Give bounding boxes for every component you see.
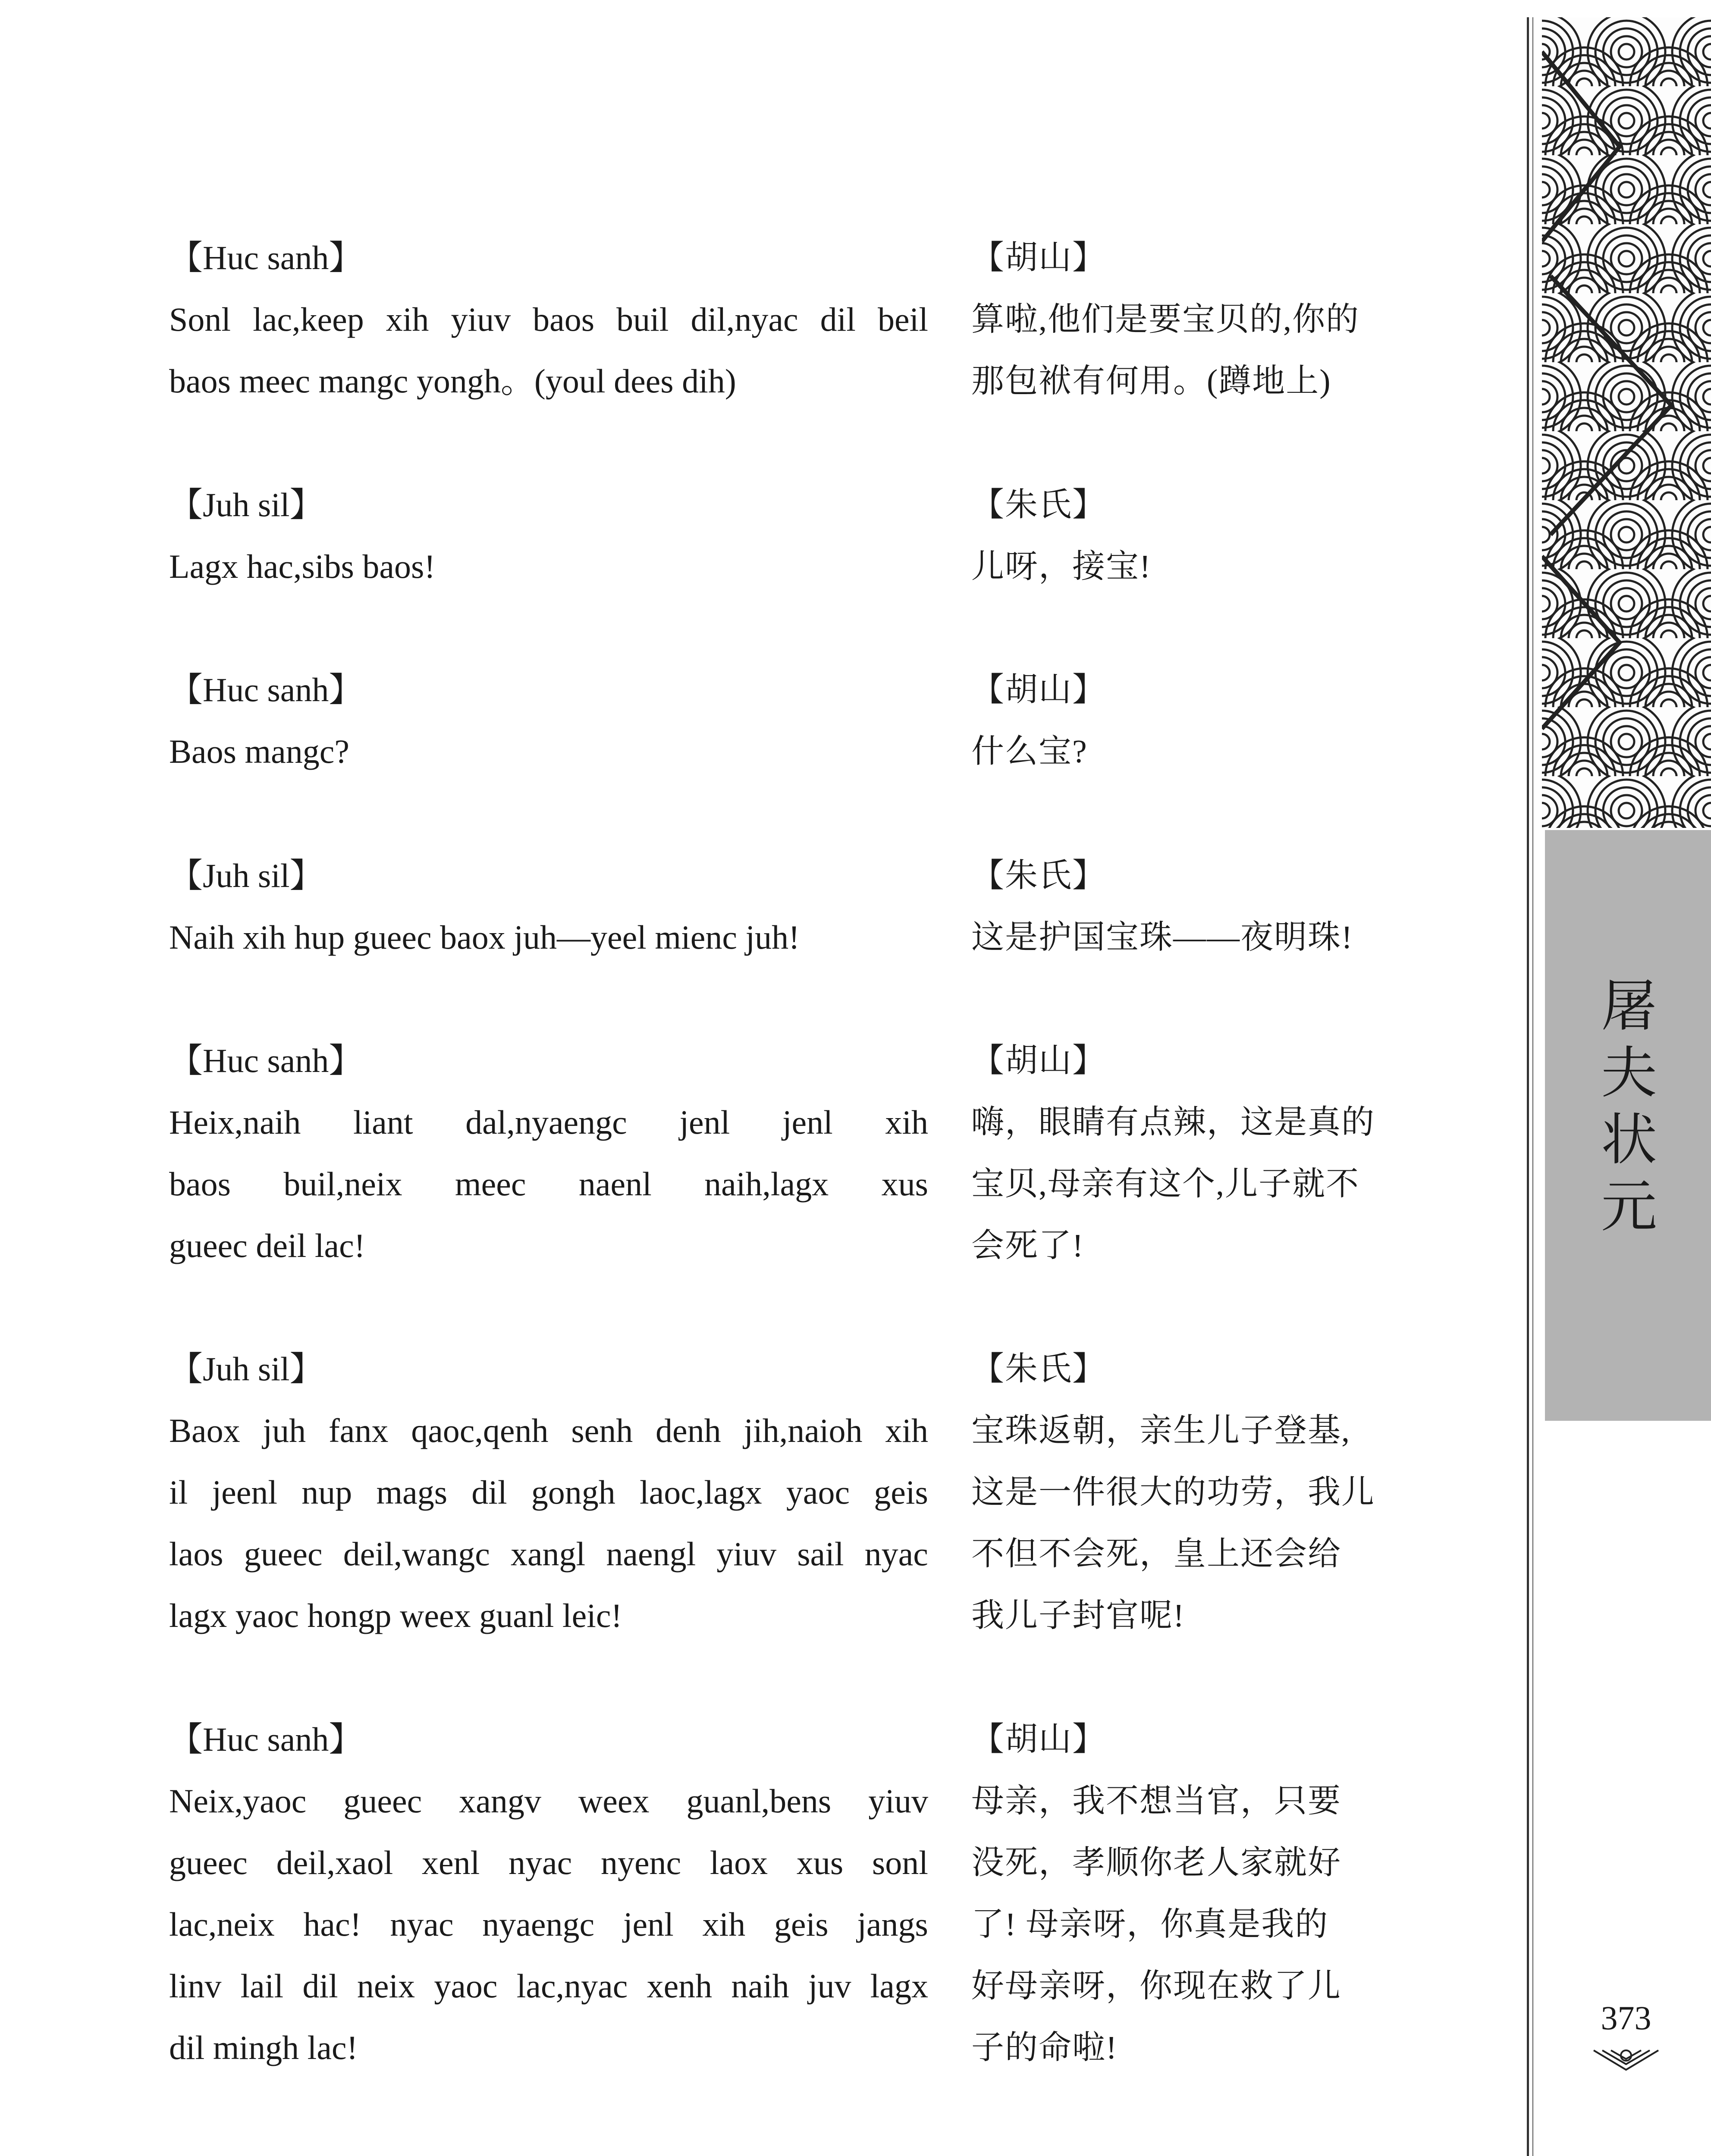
dialogue-line: dil mingh lac!	[169, 2029, 358, 2066]
dialogue-line: Neix,yaoc gueec xangv weex guanl,bens yiuv	[169, 1782, 928, 1820]
dialogue-line: lagx yaoc hongp weex guanl leic!	[169, 1597, 622, 1634]
dialogue-line: 算啦,他们是要宝贝的,你的	[971, 301, 1359, 338]
speaker-label: 【Juh sil】	[169, 857, 323, 894]
speaker-label: 【Huc sanh】	[169, 1720, 363, 1758]
dialogue-line: Sonl lac,keep xih yiuv baos buil dil,nyac dil beil	[169, 301, 928, 338]
dialogue-line: 这是护国宝珠——夜明珠!	[971, 919, 1353, 956]
dialogue-line: Baox juh fanx qaoc,qenh senh denh jih,naioh xih	[169, 1412, 928, 1449]
outer-border-rule	[1527, 17, 1529, 2156]
cloud-pattern-decoration	[1542, 17, 1711, 828]
side-title-char: 夫	[1601, 1043, 1657, 1105]
dialogue-line: linv lail dil neix yaoc lac,nyac xenh naih juv lagx	[169, 1967, 928, 2005]
speaker-label: 【胡山】	[971, 1721, 1106, 1758]
dialogue-line: Baos mangc?	[169, 733, 350, 770]
dialogue-line: 宝贝,母亲有这个,儿子就不	[971, 1166, 1359, 1202]
speaker-label: 【Huc sanh】	[169, 671, 363, 708]
dialogue-line: baos meec mangc yongh。(youl dees dih)	[169, 362, 736, 400]
dialogue-line: 子的命啦!	[971, 2030, 1118, 2066]
dialogue-line: 母亲，我不想当官，只要	[971, 1783, 1341, 1819]
dialogue-line: 了! 母亲呀，你真是我的	[971, 1906, 1329, 1943]
dialogue-line: 会死了!	[971, 1228, 1084, 1264]
side-title-band	[1545, 830, 1711, 1421]
dialogue-line: 我儿子封官呢!	[971, 1598, 1185, 1634]
side-title-char: 屠	[1601, 976, 1657, 1038]
inner-border-rule	[1532, 17, 1533, 2156]
dialogue-line: 这是一件很大的功劳，我儿	[971, 1474, 1375, 1510]
dialogue-line: 嗨，眼睛有点辣，这是真的	[971, 1104, 1375, 1141]
dialogue-line: Naih xih hup gueec baox juh—yeel mienc juh!	[169, 918, 800, 956]
dialogue-line: il jeenl nup mags dil gongh laoc,lagx yaoc geis	[169, 1473, 928, 1511]
dialogue-line: 不但不会死，皇上还会给	[971, 1536, 1341, 1572]
dialogue-line: 宝珠返朝，亲生儿子登基,	[971, 1413, 1350, 1449]
speaker-label: 【朱氏】	[971, 487, 1106, 523]
speaker-label: 【朱氏】	[971, 858, 1106, 894]
dialogue-line: 什么宝?	[971, 733, 1088, 770]
side-title-char: 元	[1601, 1176, 1657, 1238]
dialogue-line: baos buil,neix meec naenl naih,lagx xus	[169, 1165, 928, 1203]
dialogue-line: Heix,naih liant dal,nyaengc jenl jenl xih	[169, 1103, 928, 1141]
dialogue-line: 儿呀，接宝!	[971, 548, 1152, 585]
dialogue-line: 好母亲呀，你现在救了儿	[971, 1968, 1341, 2004]
dialogue-line: laos gueec deil,wangc xangl naengl yiuv sail nyac	[169, 1535, 928, 1573]
speaker-label: 【胡山】	[971, 672, 1106, 708]
speaker-label: 【Juh sil】	[169, 486, 323, 523]
side-title-char: 状	[1601, 1109, 1657, 1172]
speaker-label: 【Huc sanh】	[169, 239, 363, 276]
speaker-label: 【Juh sil】	[169, 1350, 323, 1388]
dialogue-line: Lagx hac,sibs baos!	[169, 548, 436, 585]
speaker-label: 【胡山】	[971, 240, 1106, 276]
speaker-label: 【朱氏】	[971, 1351, 1106, 1387]
dialogue-line: lac,neix hac! nyac nyaengc jenl xih geis jangs	[169, 1905, 928, 1943]
dialogue-line: 没死，孝顺你老人家就好	[971, 1845, 1341, 1881]
dialogue-line: gueec deil lac!	[169, 1227, 365, 1264]
speaker-label: 【胡山】	[971, 1043, 1106, 1079]
speaker-label: 【Huc sanh】	[169, 1042, 363, 1079]
page-number: 373	[1601, 1999, 1651, 2037]
dialogue-line: gueec deil,xaol xenl nyac nyenc laox xus sonl	[169, 1844, 928, 1881]
page-ornament-icon	[1592, 2046, 1661, 2072]
dialogue-line: 那包袱有何用。(蹲地上)	[971, 363, 1331, 399]
